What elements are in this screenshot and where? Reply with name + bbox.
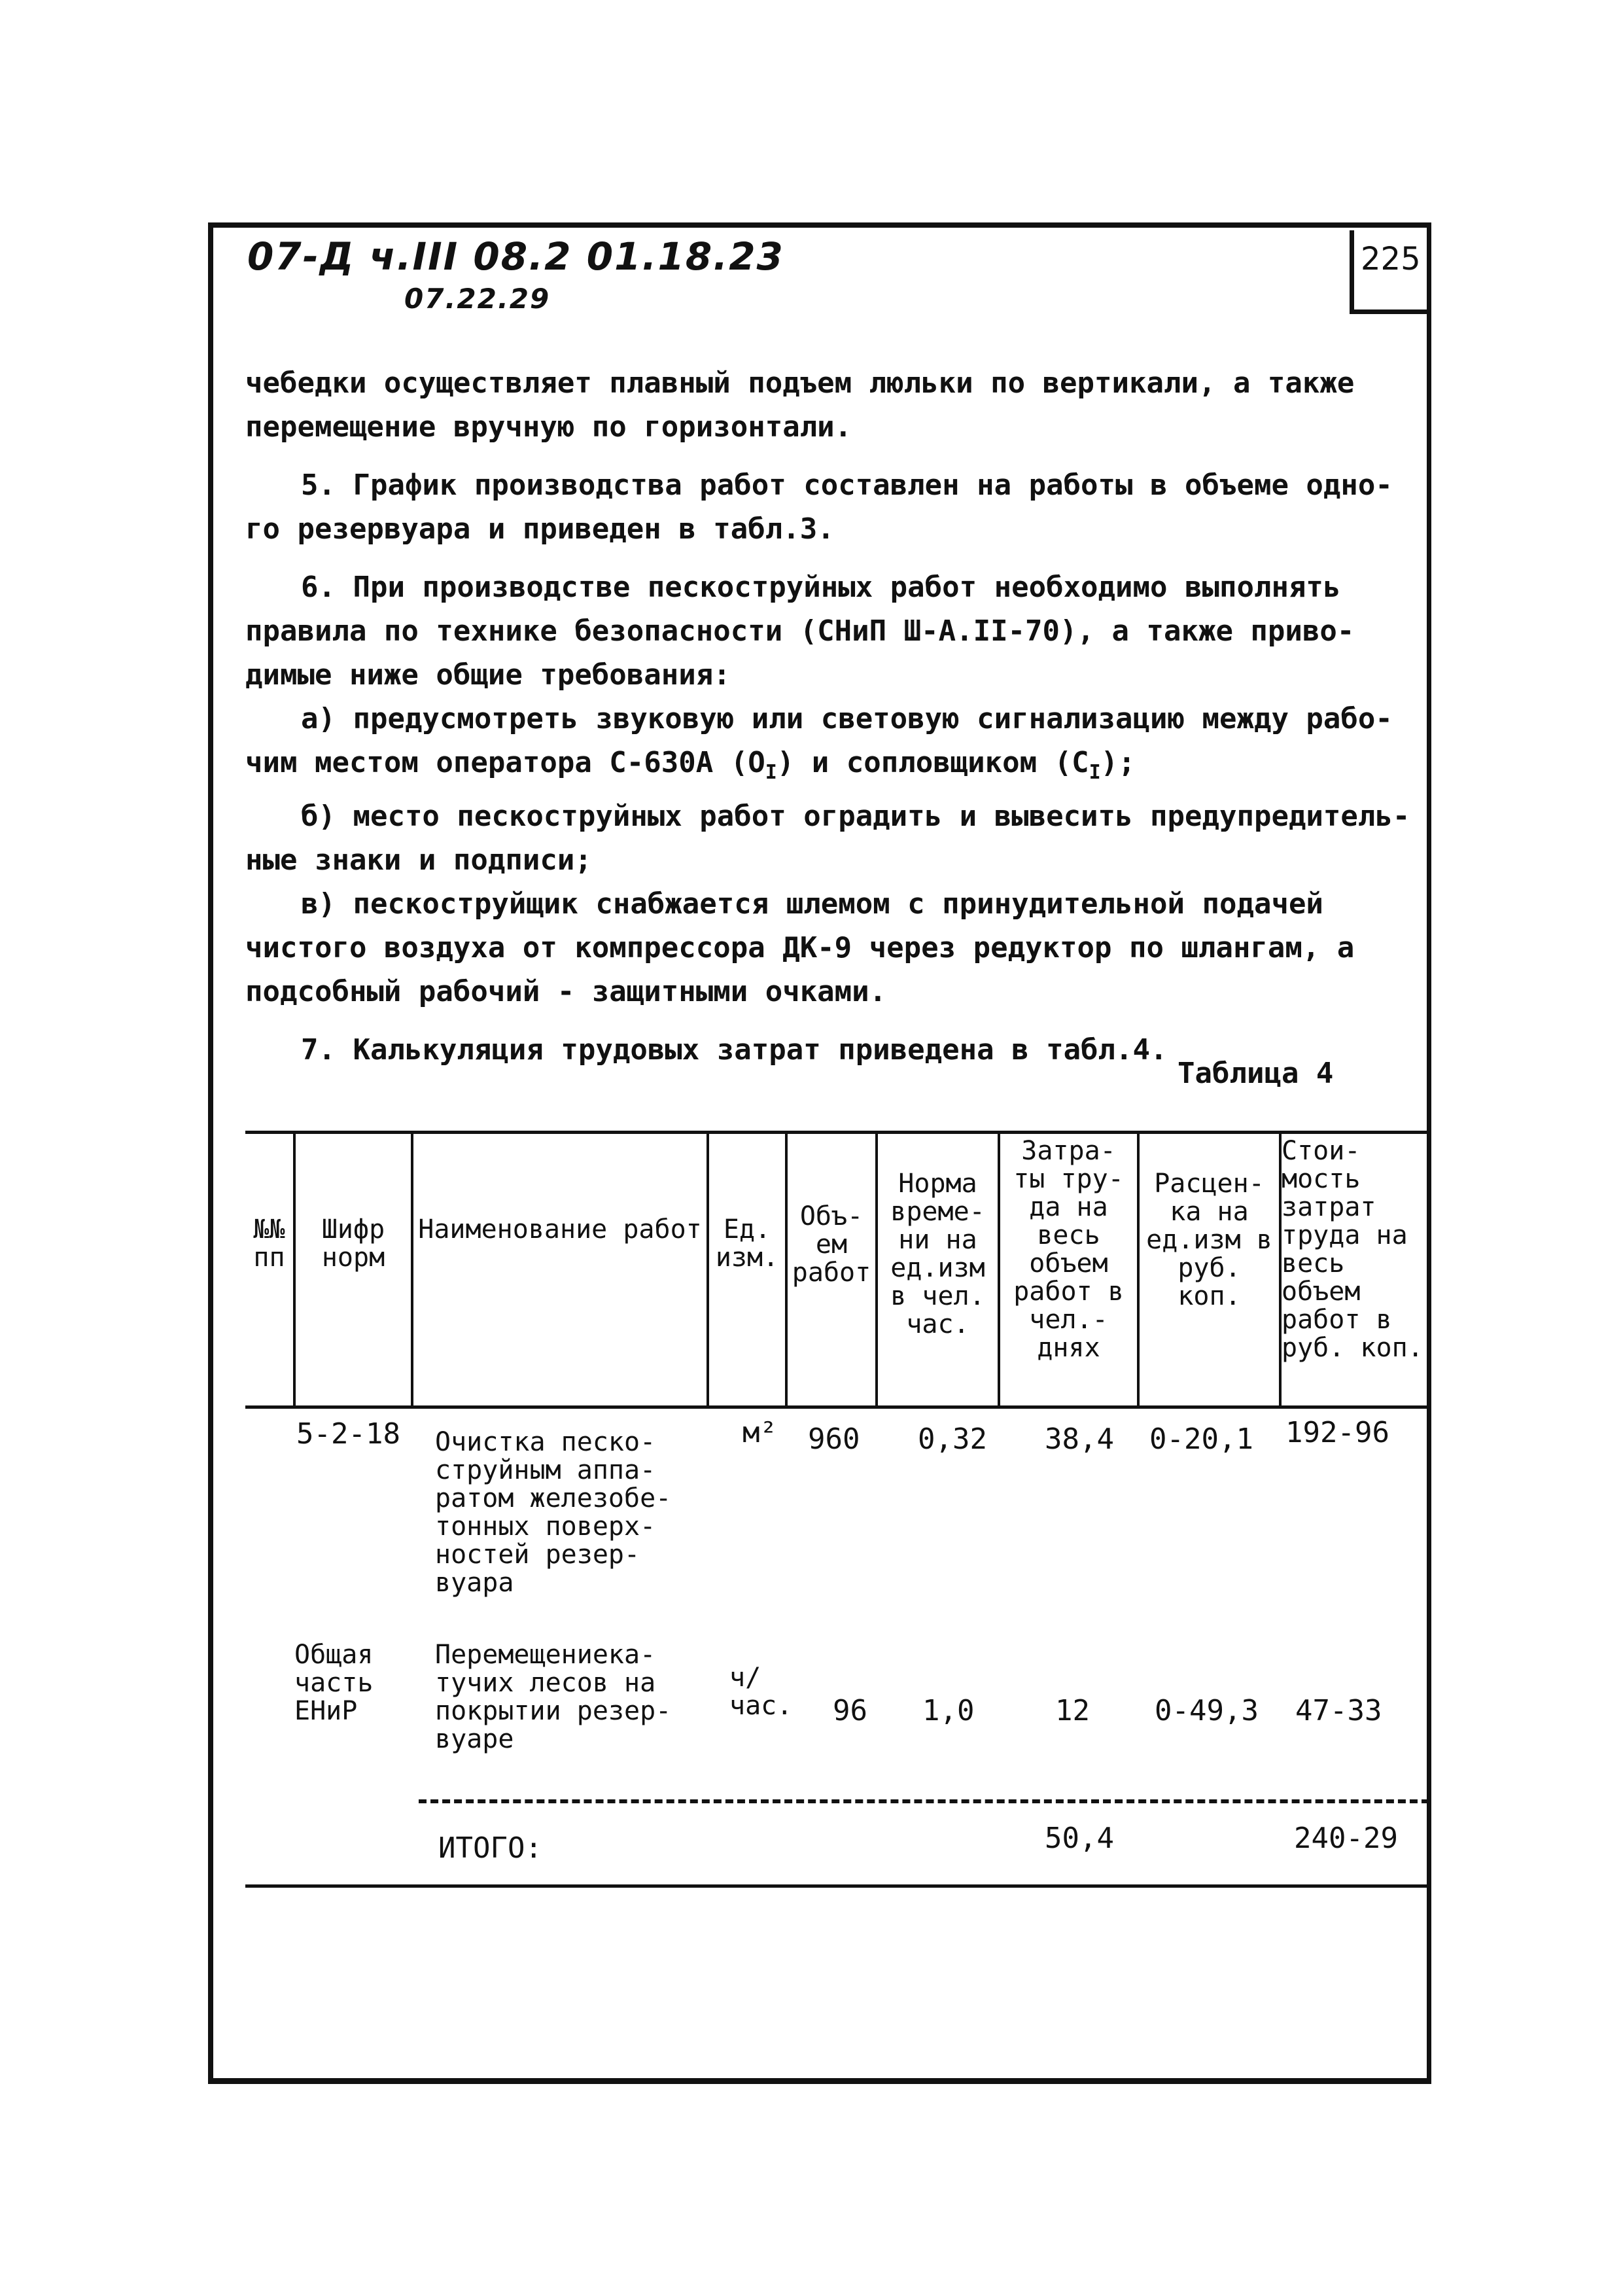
paragraph-line: 7. Калькуляция трудовых затрат приведена в табл.4. [301, 1033, 1168, 1067]
paragraph-line: подсобный рабочий - защитными очками. [245, 974, 887, 1008]
paragraph-line: димые ниже общие требования: [245, 658, 731, 692]
table-cell-norm: 1,0 [922, 1694, 975, 1727]
paragraph-line: б) место пескоструйных работ оградить и вывесить предупредитель- [301, 799, 1410, 833]
paragraph-line: ные знаки и подписи; [245, 843, 592, 877]
paragraph-line: чистого воздуха от компрессора ДК-9 через редуктор по шлангам, а [245, 930, 1355, 964]
table-cell-cost: 192-96 [1285, 1416, 1389, 1449]
total-cost: 240-29 [1294, 1822, 1398, 1855]
total-labor: 50,4 [1045, 1822, 1114, 1855]
header-rate: Расцен- ка на ед.изм в руб. коп. [1146, 1169, 1272, 1311]
paragraph-line: чебедки осуществляет плавный подъем люльки по вертикали, а также [245, 366, 1355, 400]
table-cell-norm: 0,32 [918, 1422, 987, 1456]
document-code-secondary: 07.22.29 [404, 283, 551, 315]
header-volume: Объ- ем работ [792, 1201, 871, 1288]
table-cell-cost: 47-33 [1295, 1694, 1382, 1727]
table-cell-volume: 96 [833, 1694, 867, 1727]
paragraph-line: 6. При производстве пескоструйных работ необходимо выполнять [301, 571, 1341, 604]
table-cell-rate: 0-49,3 [1155, 1694, 1259, 1727]
document-code: 07-Д ч.III 08.2 01.18.23 [247, 234, 784, 279]
header-row-number: №№ пп [253, 1214, 285, 1273]
total-label: ИТОГО: [438, 1831, 542, 1865]
paragraph-line: го резервуара и приведен в табл.3. [245, 512, 835, 546]
table-cell-unit: м² [742, 1416, 777, 1449]
table-cell-labor: 38,4 [1045, 1422, 1114, 1456]
table-cell-volume: 960 [808, 1422, 860, 1456]
header-work-name: Наименование работ [418, 1214, 702, 1245]
paragraph-line: правила по технике безопасности (СНиП Ш-А.II-70), а также приво- [245, 614, 1355, 648]
dashed-divider [419, 1799, 1429, 1803]
header-cost: Стои- мость затрат труда на весь объем работ в руб. коп. [1282, 1136, 1423, 1363]
header-time-norm: Норма време- ни на ед.изм в чел. час. [890, 1169, 985, 1339]
table-cell-code: Общая часть ЕНиР [294, 1640, 374, 1726]
table-cell-name: Перемещениека- тучих лесов на покрытии резер- вуаре [435, 1640, 672, 1754]
table-cell-labor: 12 [1055, 1694, 1090, 1727]
paragraph-line: 5. График производства работ составлен на работы в объеме одно- [301, 468, 1393, 502]
paragraph-line: а) предусмотреть звуковую или световую сигнализацию между рабо- [301, 702, 1393, 735]
header-labor: Затра- ты тру- да на весь объем работ в чел.- днях [1013, 1136, 1124, 1363]
paragraph-line: в) пескоструйщик снабжается шлемом с принудительной подачей [301, 887, 1323, 921]
paragraph-line: чим местом оператора С-630А $(О_I)$ и сопловщиком $(С_I)$; [245, 746, 1136, 784]
header-norm-code: Шифр норм [321, 1214, 385, 1273]
table-caption: Таблица 4 [1178, 1057, 1334, 1090]
paragraph-line: перемещение вручную по горизонтали. [245, 410, 852, 444]
body-text [245, 361, 1423, 1072]
table-cell-rate: 0-20,1 [1149, 1422, 1253, 1456]
page-number: 225 [1361, 241, 1421, 277]
table-cell-code: 5-2-18 [296, 1417, 400, 1451]
table-cell-name: Очистка песко- струйным аппа- ратом железобе- тонных поверх- ностей резер- вуара [435, 1427, 672, 1598]
table-cell-unit: ч/ час. [729, 1663, 793, 1721]
header-unit: Ед. изм. [715, 1214, 779, 1273]
